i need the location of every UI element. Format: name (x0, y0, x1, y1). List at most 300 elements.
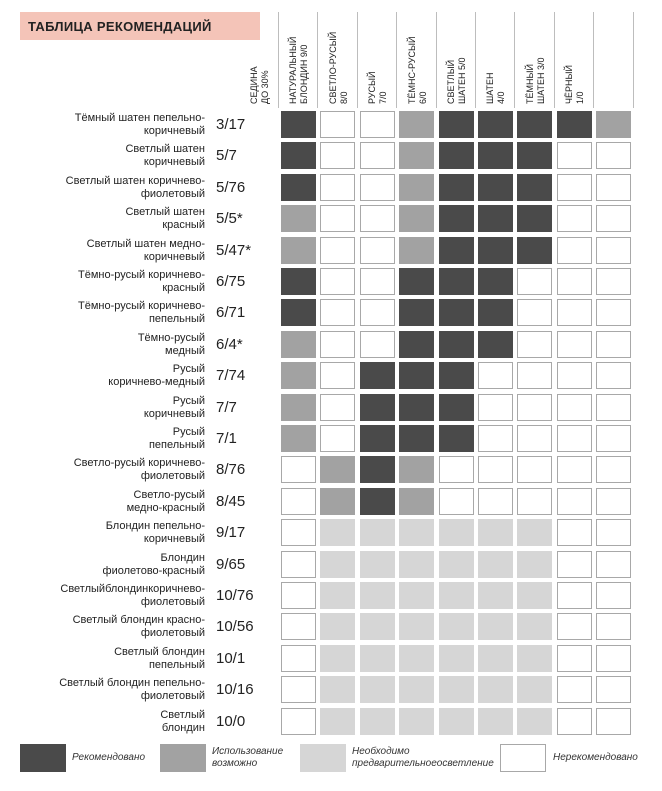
column-header-line: 7/0 (377, 91, 388, 104)
cell-rec (281, 299, 316, 326)
column-header-line: СВЕТЛЫЙ (446, 59, 456, 104)
cell-rec (399, 268, 434, 295)
row-label-line: блондин (161, 722, 205, 734)
legend-label-line: Использование (212, 746, 284, 757)
row-code: 10/16 (216, 681, 254, 698)
cell-rec (439, 394, 474, 421)
cell-pre (320, 645, 355, 672)
row-label-line: Светлый шатен (125, 143, 205, 155)
cell-no (320, 205, 355, 232)
cell-pre (439, 582, 474, 609)
row-label-line: Тёмно-русый коричнево- (78, 300, 205, 312)
row-label-line: Блондин (160, 552, 205, 564)
cell-no (596, 142, 631, 169)
row-label-line: Тёмно-русый (137, 332, 205, 344)
cell-no (557, 613, 592, 640)
row-label-line: Светлый (160, 709, 205, 721)
cell-no (557, 331, 592, 358)
column-header-line: ШАТЕН 3/0 (535, 57, 546, 104)
cell-no (320, 111, 355, 138)
row-label-line: коричневый (143, 533, 205, 545)
row-label (10, 175, 205, 201)
row-label-line: Светлый блондин красно- (72, 614, 205, 626)
legend-label (352, 746, 494, 770)
cell-rec (478, 299, 513, 326)
cell-no (360, 205, 395, 232)
cell-rec (478, 142, 513, 169)
row-label-line: пепельный (148, 439, 205, 451)
column-header-line: 8/0 (338, 91, 349, 104)
cell-no (557, 425, 592, 452)
cell-no (596, 645, 631, 672)
cell-no (596, 362, 631, 389)
cell-rec (281, 142, 316, 169)
cell-no (596, 488, 631, 515)
row-label-line: Русый (172, 426, 205, 438)
legend-swatch-pos (160, 744, 206, 772)
column-header-text (367, 10, 403, 104)
cell-rec (399, 362, 434, 389)
cell-no (596, 708, 631, 735)
legend-swatch-no (500, 744, 546, 772)
cell-no (557, 174, 592, 201)
cell-pos (399, 111, 434, 138)
row-code: 7/1 (216, 430, 237, 447)
legend-label (212, 746, 283, 770)
row-code: 10/56 (216, 618, 254, 635)
cell-no (517, 362, 552, 389)
row-code: 7/74 (216, 367, 246, 384)
row-label-line: фиолетовый (140, 188, 205, 200)
legend-label (72, 752, 145, 764)
cell-pre (320, 676, 355, 703)
cell-no (320, 174, 355, 201)
cell-no (320, 142, 355, 169)
column-header-text (407, 10, 443, 104)
column-header-text (249, 10, 285, 104)
cell-rec (439, 268, 474, 295)
legend-swatch-pre (300, 744, 346, 772)
cell-no (281, 519, 316, 546)
row-code: 6/75 (216, 273, 246, 290)
cell-rec (399, 394, 434, 421)
cell-no (360, 111, 395, 138)
row-label-line: красный (162, 282, 205, 294)
row-code: 8/76 (216, 461, 246, 478)
legend-label-line: Нерекомендовано (553, 752, 638, 763)
column-header-line: ДО 30% (259, 70, 270, 104)
cell-pre (320, 708, 355, 735)
cell-no (596, 268, 631, 295)
cell-pos (399, 142, 434, 169)
cell-no (596, 582, 631, 609)
cell-no (281, 456, 316, 483)
cell-no (596, 613, 631, 640)
row-label-line: Светло-русый коричнево- (73, 457, 205, 469)
cell-pre (399, 676, 434, 703)
row-label-line: Русый (172, 363, 205, 375)
cell-no (320, 425, 355, 452)
cell-rec (517, 237, 552, 264)
cell-no (320, 362, 355, 389)
row-label-line: Светлый шатен коричнево- (65, 175, 205, 187)
cell-rec (439, 174, 474, 201)
cell-rec (517, 142, 552, 169)
page-title: ТАБЛИЦА РЕКОМЕНДАЦИЙ (28, 18, 212, 34)
row-label-line: Светлый шатен (125, 206, 205, 218)
row-code: 10/76 (216, 587, 254, 604)
cell-no (320, 268, 355, 295)
row-code: 6/71 (216, 304, 246, 321)
column-header-text (564, 10, 600, 104)
column-header-line: ШАТЕН (485, 72, 495, 104)
cell-no (557, 488, 592, 515)
cell-pre (360, 613, 395, 640)
cell-pre (360, 676, 395, 703)
cell-no (557, 394, 592, 421)
row-code: 7/7 (216, 399, 237, 416)
cell-pos (399, 237, 434, 264)
row-label-line: Тёмный шатен пепельно- (74, 112, 205, 124)
cell-no (360, 331, 395, 358)
cell-pre (439, 551, 474, 578)
cell-no (281, 582, 316, 609)
legend-label-line: Рекомендовано (72, 752, 146, 763)
row-code: 5/5* (216, 210, 243, 227)
cell-no (596, 237, 631, 264)
cell-no (557, 362, 592, 389)
cell-pre (478, 582, 513, 609)
row-label-line: пепельный (148, 313, 205, 325)
cell-rec (399, 299, 434, 326)
row-label-line: коричневый (143, 125, 205, 137)
cell-rec (478, 237, 513, 264)
cell-no (517, 394, 552, 421)
cell-pos (596, 111, 631, 138)
cell-pre (517, 708, 552, 735)
cell-no (596, 299, 631, 326)
cell-no (360, 174, 395, 201)
row-label-line: Светлый шатен медно- (86, 238, 205, 250)
cell-pre (399, 708, 434, 735)
cell-pos (281, 362, 316, 389)
row-label (10, 143, 205, 169)
cell-pos (281, 394, 316, 421)
row-label-line: фиолетово-красный (102, 565, 205, 577)
column-header-line: РУСЫЙ (367, 71, 377, 104)
cell-pre (439, 708, 474, 735)
cell-no (320, 394, 355, 421)
cell-rec (281, 174, 316, 201)
row-label (10, 646, 205, 672)
row-label-line: медный (165, 345, 205, 357)
row-label-line: Светлый блондин (114, 646, 205, 658)
row-label-line: Светло-русый (133, 489, 205, 501)
cell-no (320, 237, 355, 264)
cell-pre (320, 519, 355, 546)
column-header-line: 4/0 (495, 91, 506, 104)
row-label (10, 426, 205, 452)
row-label (10, 112, 205, 138)
column-header-line: СЕДИНА (249, 66, 259, 104)
cell-no (439, 456, 474, 483)
row-code: 10/1 (216, 650, 246, 667)
row-label (10, 457, 205, 483)
cell-no (557, 645, 592, 672)
column-header-line: ТЁМНС-РУСЫЙ (407, 36, 417, 104)
cell-no (478, 362, 513, 389)
cell-pos (399, 205, 434, 232)
cell-rec (439, 237, 474, 264)
title-box (20, 12, 260, 40)
cell-rec (439, 425, 474, 452)
cell-pre (399, 519, 434, 546)
cell-no (557, 237, 592, 264)
column-header-line: ТЁМНЫЙ (525, 64, 535, 104)
cell-no (596, 456, 631, 483)
column-header-line: ШАТЕН 5/0 (456, 57, 467, 104)
cell-pre (399, 645, 434, 672)
row-label (10, 300, 205, 326)
cell-pos (399, 174, 434, 201)
cell-no (517, 456, 552, 483)
cell-no (596, 551, 631, 578)
cell-pos (281, 205, 316, 232)
column-header-line: БЛОНДИН 9/0 (298, 44, 309, 104)
cell-rec (439, 205, 474, 232)
cell-pre (439, 519, 474, 546)
cell-rec (478, 111, 513, 138)
cell-rec (360, 362, 395, 389)
row-label-line: медно-красный (126, 502, 205, 514)
cell-no (557, 582, 592, 609)
row-label-line: Блондин пепельно- (105, 520, 205, 532)
cell-no (478, 425, 513, 452)
cell-no (281, 645, 316, 672)
row-label-line: пепельный (148, 659, 205, 671)
column-header-line: 6/0 (417, 91, 428, 104)
row-label (10, 332, 205, 358)
cell-pre (399, 613, 434, 640)
cell-no (360, 142, 395, 169)
cell-rec (517, 111, 552, 138)
cell-pos (281, 331, 316, 358)
row-label-line: коричневый (143, 251, 205, 263)
row-code: 5/47* (216, 242, 252, 259)
cell-no (517, 488, 552, 515)
cell-no (360, 237, 395, 264)
cell-pos (399, 488, 434, 515)
row-label-line: фиолетовый (140, 627, 205, 639)
cell-no (557, 676, 592, 703)
cell-no (557, 708, 592, 735)
row-label (10, 614, 205, 640)
row-label-line: коричневый (143, 156, 205, 168)
column-header-text (485, 10, 521, 104)
cell-no (596, 676, 631, 703)
cell-pre (439, 645, 474, 672)
cell-rec (399, 425, 434, 452)
row-label-line: коричневый (143, 408, 205, 420)
cell-no (281, 488, 316, 515)
row-code: 10/0 (216, 713, 246, 730)
row-code: 3/17 (216, 116, 246, 133)
cell-no (517, 299, 552, 326)
cell-rec (281, 111, 316, 138)
cell-pos (320, 456, 355, 483)
cell-no (596, 331, 631, 358)
cell-pos (281, 425, 316, 452)
cell-rec (439, 299, 474, 326)
cell-no (517, 331, 552, 358)
row-label-line: фиолетовый (140, 690, 205, 702)
cell-pos (281, 237, 316, 264)
cell-pre (320, 582, 355, 609)
row-label (10, 395, 205, 421)
cell-pre (439, 676, 474, 703)
cell-no (557, 142, 592, 169)
row-label-line: Русый (172, 395, 205, 407)
row-label (10, 520, 205, 546)
row-label (10, 269, 205, 295)
cell-pos (320, 488, 355, 515)
cell-no (596, 519, 631, 546)
cell-pre (478, 613, 513, 640)
column-header-text (328, 10, 364, 104)
cell-pre (478, 645, 513, 672)
cell-pre (439, 613, 474, 640)
cell-rec (360, 488, 395, 515)
cell-rec (478, 174, 513, 201)
cell-pre (517, 551, 552, 578)
row-label-line: фиолетовый (140, 596, 205, 608)
cell-no (360, 268, 395, 295)
cell-no (478, 394, 513, 421)
legend-label-line: возможно (212, 758, 258, 769)
cell-pre (478, 708, 513, 735)
cell-no (320, 331, 355, 358)
column-header (564, 12, 634, 106)
cell-rec (439, 331, 474, 358)
row-label (10, 709, 205, 735)
cell-no (557, 551, 592, 578)
column-header-line: НАТУРАЛЬНЫЙ (288, 36, 298, 104)
cell-pre (478, 676, 513, 703)
cell-rec (439, 362, 474, 389)
cell-no (557, 205, 592, 232)
column-header-text (446, 10, 482, 104)
cell-pre (517, 519, 552, 546)
cell-pre (360, 708, 395, 735)
cell-pre (517, 613, 552, 640)
cell-no (596, 205, 631, 232)
cell-pre (478, 519, 513, 546)
cell-no (596, 174, 631, 201)
row-code: 5/7 (216, 147, 237, 164)
cell-no (557, 268, 592, 295)
cell-rec (360, 394, 395, 421)
cell-rec (478, 268, 513, 295)
cell-rec (517, 205, 552, 232)
cell-pre (399, 551, 434, 578)
cell-no (596, 394, 631, 421)
cell-rec (281, 268, 316, 295)
row-label-line: Тёмно-русый коричнево- (78, 269, 205, 281)
row-label (10, 489, 205, 515)
row-code: 8/45 (216, 493, 246, 510)
cell-rec (439, 142, 474, 169)
cell-pre (320, 613, 355, 640)
cell-no (557, 456, 592, 483)
row-label-line: фиолетовый (140, 470, 205, 482)
cell-pre (517, 676, 552, 703)
row-label (10, 238, 205, 264)
column-header-line: 1/0 (574, 91, 585, 104)
cell-no (281, 676, 316, 703)
row-code: 6/4* (216, 336, 243, 353)
legend-label (553, 752, 638, 764)
cell-no (478, 488, 513, 515)
cell-pre (360, 582, 395, 609)
row-label-line: Светлый блондин пепельно- (59, 677, 205, 689)
cell-no (557, 519, 592, 546)
cell-no (281, 613, 316, 640)
row-label (10, 552, 205, 578)
cell-pre (399, 582, 434, 609)
cell-rec (439, 111, 474, 138)
cell-pre (360, 645, 395, 672)
row-label-line: коричнево-медный (108, 376, 205, 388)
legend-label-line: Необходимо (352, 746, 410, 757)
row-label (10, 363, 205, 389)
cell-no (478, 456, 513, 483)
row-label (10, 677, 205, 703)
cell-no (281, 551, 316, 578)
cell-pre (320, 551, 355, 578)
cell-pre (517, 582, 552, 609)
cell-pre (360, 519, 395, 546)
cell-rec (399, 331, 434, 358)
cell-no (517, 268, 552, 295)
column-header-text (525, 10, 561, 104)
legend-swatch-rec (20, 744, 66, 772)
cell-pre (517, 645, 552, 672)
cell-rec (557, 111, 592, 138)
cell-no (557, 299, 592, 326)
row-label (10, 206, 205, 232)
cell-pos (399, 456, 434, 483)
cell-no (320, 299, 355, 326)
cell-rec (360, 456, 395, 483)
row-code: 9/65 (216, 556, 246, 573)
cell-rec (360, 425, 395, 452)
column-header-line: ЧЁРНЫЙ (564, 65, 574, 104)
row-code: 5/76 (216, 179, 246, 196)
column-header-line: СВЕТЛО-РУСЫЙ (328, 31, 338, 104)
legend-label-line: предварительноеосветление (352, 758, 494, 769)
cell-rec (478, 331, 513, 358)
cell-no (596, 425, 631, 452)
cell-pre (360, 551, 395, 578)
cell-rec (478, 205, 513, 232)
row-label-line: красный (162, 219, 205, 231)
column-header-text (288, 10, 324, 104)
cell-pre (478, 551, 513, 578)
cell-no (281, 708, 316, 735)
row-label-line: Светлыйблондинкоричнево- (60, 583, 205, 595)
row-label (10, 583, 205, 609)
row-code: 9/17 (216, 524, 246, 541)
